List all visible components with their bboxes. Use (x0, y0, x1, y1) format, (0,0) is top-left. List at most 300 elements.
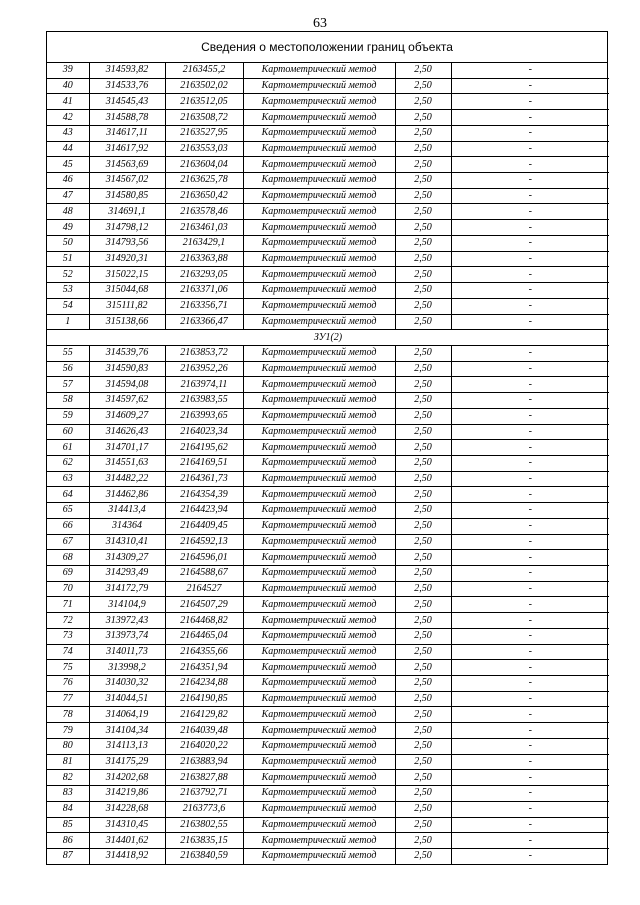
coord-y-cell: 2163527,95 (165, 125, 243, 141)
table-row (47, 628, 609, 644)
method-cell: Картометрический метод (243, 141, 395, 157)
accuracy-cell: 2,50 (395, 550, 451, 566)
point-number-cell: 82 (47, 770, 89, 786)
point-number-cell: 72 (47, 613, 89, 629)
method-cell: Картометрический метод (243, 361, 395, 377)
table-row (47, 393, 609, 409)
point-number-cell: 54 (47, 298, 89, 314)
coord-x-cell: 314418,92 (89, 848, 165, 863)
coord-x-cell: 314617,11 (89, 125, 165, 141)
note-cell: - (451, 220, 609, 236)
table-row (47, 125, 609, 141)
method-cell: Картометрический метод (243, 78, 395, 94)
method-cell: Картометрический метод (243, 393, 395, 409)
point-number-cell: 86 (47, 833, 89, 849)
coord-x-cell: 314202,68 (89, 770, 165, 786)
coord-x-cell: 314030,32 (89, 676, 165, 692)
note-cell: - (451, 628, 609, 644)
accuracy-cell: 2,50 (395, 188, 451, 204)
note-cell: - (451, 408, 609, 424)
accuracy-cell: 2,50 (395, 503, 451, 519)
accuracy-cell: 2,50 (395, 298, 451, 314)
point-number-cell: 49 (47, 220, 89, 236)
note-cell: - (451, 125, 609, 141)
note-cell: - (451, 801, 609, 817)
method-cell: Картометрический метод (243, 691, 395, 707)
note-cell: - (451, 267, 609, 283)
table-row (47, 534, 609, 550)
table-row (47, 188, 609, 204)
point-number-cell: 61 (47, 440, 89, 456)
method-cell: Картометрический метод (243, 440, 395, 456)
coord-x-cell: 314401,62 (89, 833, 165, 849)
point-number-cell: 81 (47, 754, 89, 770)
note-cell: - (451, 235, 609, 251)
note-cell: - (451, 691, 609, 707)
table-row (47, 833, 609, 849)
accuracy-cell: 2,50 (395, 220, 451, 236)
coord-x-cell: 314113,13 (89, 738, 165, 754)
coord-y-cell: 2163650,42 (165, 188, 243, 204)
method-cell: Картометрический метод (243, 487, 395, 503)
method-cell: Картометрический метод (243, 738, 395, 754)
table-row (47, 550, 609, 566)
point-number-cell: 85 (47, 817, 89, 833)
coord-y-cell: 2163553,03 (165, 141, 243, 157)
note-cell: - (451, 471, 609, 487)
point-number-cell: 51 (47, 251, 89, 267)
method-cell: Картометрический метод (243, 345, 395, 361)
point-number-cell: 47 (47, 188, 89, 204)
method-cell: Картометрический метод (243, 298, 395, 314)
table-row (47, 691, 609, 707)
coord-x-cell: 314617,92 (89, 141, 165, 157)
note-cell: - (451, 738, 609, 754)
accuracy-cell: 2,50 (395, 833, 451, 849)
table-row (47, 173, 609, 189)
coord-y-cell: 2163455,2 (165, 63, 243, 78)
accuracy-cell: 2,50 (395, 235, 451, 251)
coord-x-cell: 314609,27 (89, 408, 165, 424)
accuracy-cell: 2,50 (395, 157, 451, 173)
table-row (47, 597, 609, 613)
coord-y-cell: 2163293,05 (165, 267, 243, 283)
coord-x-cell: 314590,83 (89, 361, 165, 377)
table-row (47, 110, 609, 126)
coord-y-cell: 2164020,22 (165, 738, 243, 754)
coord-y-cell: 2163835,15 (165, 833, 243, 849)
point-number-cell: 77 (47, 691, 89, 707)
coord-y-cell: 2163461,03 (165, 220, 243, 236)
table-row (47, 455, 609, 471)
coord-x-cell: 314691,1 (89, 204, 165, 220)
coord-y-cell: 2163792,71 (165, 786, 243, 802)
table-row (47, 707, 609, 723)
coord-x-cell: 315022,15 (89, 267, 165, 283)
coord-x-cell: 314175,29 (89, 754, 165, 770)
note-cell: - (451, 754, 609, 770)
coord-y-cell: 2164023,34 (165, 424, 243, 440)
method-cell: Картометрический метод (243, 801, 395, 817)
note-cell: - (451, 550, 609, 566)
method-cell: Картометрический метод (243, 408, 395, 424)
note-cell: - (451, 314, 609, 330)
coord-x-cell: 314701,17 (89, 440, 165, 456)
note-cell: - (451, 157, 609, 173)
note-cell: - (451, 786, 609, 802)
coord-x-cell: 314588,78 (89, 110, 165, 126)
coord-y-cell: 2163993,65 (165, 408, 243, 424)
point-number-cell: 64 (47, 487, 89, 503)
coord-x-cell: 314597,62 (89, 393, 165, 409)
point-number-cell: 84 (47, 801, 89, 817)
coord-y-cell: 2164527 (165, 581, 243, 597)
table-row (47, 424, 609, 440)
accuracy-cell: 2,50 (395, 518, 451, 534)
note-cell: - (451, 597, 609, 613)
method-cell: Картометрический метод (243, 707, 395, 723)
coord-x-cell: 314364 (89, 518, 165, 534)
accuracy-cell: 2,50 (395, 487, 451, 503)
accuracy-cell: 2,50 (395, 817, 451, 833)
point-number-cell: 41 (47, 94, 89, 110)
note-cell: - (451, 644, 609, 660)
coord-y-cell: 2163883,94 (165, 754, 243, 770)
point-number-cell: 58 (47, 393, 89, 409)
method-cell: Картометрический метод (243, 833, 395, 849)
table-row (47, 377, 609, 393)
coord-y-cell: 2164588,67 (165, 566, 243, 582)
method-cell: Картометрический метод (243, 251, 395, 267)
coord-y-cell: 2164596,01 (165, 550, 243, 566)
method-cell: Картометрический метод (243, 94, 395, 110)
note-cell: - (451, 455, 609, 471)
accuracy-cell: 2,50 (395, 455, 451, 471)
method-cell: Картометрический метод (243, 503, 395, 519)
method-cell: Картометрический метод (243, 110, 395, 126)
table-row (47, 220, 609, 236)
coord-x-cell: 313972,43 (89, 613, 165, 629)
table-row (47, 613, 609, 629)
coord-x-cell: 314539,76 (89, 345, 165, 361)
accuracy-cell: 2,50 (395, 345, 451, 361)
point-number-cell: 39 (47, 63, 89, 78)
coord-x-cell: 314793,56 (89, 235, 165, 251)
point-number-cell: 57 (47, 377, 89, 393)
table-row (47, 660, 609, 676)
method-cell: Картометрический метод (243, 455, 395, 471)
table-row (47, 801, 609, 817)
table-row (47, 566, 609, 582)
coord-y-cell: 2164592,13 (165, 534, 243, 550)
coord-y-cell: 2164423,94 (165, 503, 243, 519)
table-row (47, 471, 609, 487)
accuracy-cell: 2,50 (395, 644, 451, 660)
coord-y-cell: 2163983,55 (165, 393, 243, 409)
accuracy-cell: 2,50 (395, 566, 451, 582)
table-row (47, 848, 609, 863)
coord-y-cell: 2164354,39 (165, 487, 243, 503)
accuracy-cell: 2,50 (395, 613, 451, 629)
coord-x-cell: 314104,34 (89, 723, 165, 739)
accuracy-cell: 2,50 (395, 723, 451, 739)
accuracy-cell: 2,50 (395, 267, 451, 283)
accuracy-cell: 2,50 (395, 78, 451, 94)
accuracy-cell: 2,50 (395, 361, 451, 377)
method-cell: Картометрический метод (243, 377, 395, 393)
coord-x-cell: 314798,12 (89, 220, 165, 236)
coord-x-cell: 313998,2 (89, 660, 165, 676)
accuracy-cell: 2,50 (395, 125, 451, 141)
accuracy-cell: 2,50 (395, 471, 451, 487)
accuracy-cell: 2,50 (395, 141, 451, 157)
point-number-cell: 42 (47, 110, 89, 126)
point-number-cell: 67 (47, 534, 89, 550)
accuracy-cell: 2,50 (395, 786, 451, 802)
table-row (47, 345, 609, 361)
coord-x-cell: 313973,74 (89, 628, 165, 644)
point-number-cell: 1 (47, 314, 89, 330)
coord-x-cell: 314533,76 (89, 78, 165, 94)
table-row (47, 141, 609, 157)
accuracy-cell: 2,50 (395, 251, 451, 267)
coord-x-cell: 314626,43 (89, 424, 165, 440)
coord-y-cell: 2163827,88 (165, 770, 243, 786)
point-number-cell: 60 (47, 424, 89, 440)
note-cell: - (451, 848, 609, 863)
point-number-cell: 66 (47, 518, 89, 534)
method-cell: Картометрический метод (243, 628, 395, 644)
coord-y-cell: 2164507,29 (165, 597, 243, 613)
table-row (47, 283, 609, 299)
coord-x-cell: 314462,86 (89, 487, 165, 503)
accuracy-cell: 2,50 (395, 173, 451, 189)
note-cell: - (451, 63, 609, 78)
table-row (47, 770, 609, 786)
method-cell: Картометрический метод (243, 471, 395, 487)
coord-y-cell: 2164409,45 (165, 518, 243, 534)
point-number-cell: 73 (47, 628, 89, 644)
method-cell: Картометрический метод (243, 125, 395, 141)
table-row (47, 78, 609, 94)
point-number-cell: 68 (47, 550, 89, 566)
accuracy-cell: 2,50 (395, 440, 451, 456)
coord-y-cell: 2164039,48 (165, 723, 243, 739)
coord-y-cell: 2163508,72 (165, 110, 243, 126)
accuracy-cell: 2,50 (395, 408, 451, 424)
coord-y-cell: 2163952,26 (165, 361, 243, 377)
note-cell: - (451, 676, 609, 692)
note-cell: - (451, 345, 609, 361)
point-number-cell: 55 (47, 345, 89, 361)
method-cell: Картометрический метод (243, 424, 395, 440)
accuracy-cell: 2,50 (395, 424, 451, 440)
point-number-cell: 50 (47, 235, 89, 251)
method-cell: Картометрический метод (243, 817, 395, 833)
coord-y-cell: 2164195,62 (165, 440, 243, 456)
note-cell: - (451, 503, 609, 519)
point-number-cell: 80 (47, 738, 89, 754)
accuracy-cell: 2,50 (395, 707, 451, 723)
point-number-cell: 70 (47, 581, 89, 597)
coord-x-cell: 314310,45 (89, 817, 165, 833)
accuracy-cell: 2,50 (395, 314, 451, 330)
method-cell: Картометрический метод (243, 644, 395, 660)
table-row (47, 518, 609, 534)
note-cell: - (451, 110, 609, 126)
note-cell: - (451, 424, 609, 440)
method-cell: Картометрический метод (243, 723, 395, 739)
coord-x-cell: 314219,86 (89, 786, 165, 802)
table-row (47, 408, 609, 424)
table-row (47, 738, 609, 754)
method-cell: Картометрический метод (243, 314, 395, 330)
coord-y-cell: 2163371,06 (165, 283, 243, 299)
table-row (47, 94, 609, 110)
point-number-cell: 79 (47, 723, 89, 739)
note-cell: - (451, 204, 609, 220)
coord-y-cell: 2163802,55 (165, 817, 243, 833)
method-cell: Картометрический метод (243, 754, 395, 770)
point-number-cell: 52 (47, 267, 89, 283)
coord-y-cell: 2164169,51 (165, 455, 243, 471)
table-row (47, 581, 609, 597)
method-cell: Картометрический метод (243, 848, 395, 863)
accuracy-cell: 2,50 (395, 204, 451, 220)
method-cell: Картометрический метод (243, 518, 395, 534)
method-cell: Картометрический метод (243, 786, 395, 802)
coord-y-cell: 2164129,82 (165, 707, 243, 723)
point-number-cell: 45 (47, 157, 89, 173)
point-number-cell: 48 (47, 204, 89, 220)
note-cell: - (451, 188, 609, 204)
coord-x-cell: 314172,79 (89, 581, 165, 597)
method-cell: Картометрический метод (243, 220, 395, 236)
accuracy-cell: 2,50 (395, 691, 451, 707)
point-number-cell: 76 (47, 676, 89, 692)
note-cell: - (451, 613, 609, 629)
note-cell: - (451, 141, 609, 157)
table-row (47, 235, 609, 251)
method-cell: Картометрический метод (243, 660, 395, 676)
table-row (47, 314, 609, 330)
coord-y-cell: 2163356,71 (165, 298, 243, 314)
coord-y-cell: 2164190,85 (165, 691, 243, 707)
accuracy-cell: 2,50 (395, 94, 451, 110)
accuracy-cell: 2,50 (395, 754, 451, 770)
table-row (47, 267, 609, 283)
accuracy-cell: 2,50 (395, 801, 451, 817)
accuracy-cell: 2,50 (395, 597, 451, 613)
point-number-cell: 59 (47, 408, 89, 424)
coord-x-cell: 315044,68 (89, 283, 165, 299)
note-cell: - (451, 251, 609, 267)
subsection-label: ЗУ1(2) (47, 330, 609, 346)
note-cell: - (451, 566, 609, 582)
coord-x-cell: 314293,49 (89, 566, 165, 582)
accuracy-cell: 2,50 (395, 581, 451, 597)
note-cell: - (451, 833, 609, 849)
point-number-cell: 69 (47, 566, 89, 582)
coord-y-cell: 2163625,78 (165, 173, 243, 189)
method-cell: Картометрический метод (243, 581, 395, 597)
accuracy-cell: 2,50 (395, 660, 451, 676)
coord-x-cell: 314310,41 (89, 534, 165, 550)
table-row (47, 440, 609, 456)
accuracy-cell: 2,50 (395, 63, 451, 78)
table-row (47, 676, 609, 692)
table-row (47, 786, 609, 802)
method-cell: Картометрический метод (243, 63, 395, 78)
coord-y-cell: 2163512,05 (165, 94, 243, 110)
table-row (47, 503, 609, 519)
coord-x-cell: 314563,69 (89, 157, 165, 173)
accuracy-cell: 2,50 (395, 848, 451, 863)
method-cell: Картометрический метод (243, 597, 395, 613)
note-cell: - (451, 377, 609, 393)
coord-x-cell: 314044,51 (89, 691, 165, 707)
table-row (47, 644, 609, 660)
coord-x-cell: 315138,66 (89, 314, 165, 330)
coord-y-cell: 2164468,82 (165, 613, 243, 629)
accuracy-cell: 2,50 (395, 110, 451, 126)
coord-y-cell: 2163366,47 (165, 314, 243, 330)
accuracy-cell: 2,50 (395, 738, 451, 754)
coord-x-cell: 314920,31 (89, 251, 165, 267)
coord-x-cell: 314567,02 (89, 173, 165, 189)
table-row (47, 487, 609, 503)
method-cell: Картометрический метод (243, 550, 395, 566)
accuracy-cell: 2,50 (395, 393, 451, 409)
note-cell: - (451, 707, 609, 723)
coord-x-cell: 314593,82 (89, 63, 165, 78)
coord-x-cell: 314551,63 (89, 455, 165, 471)
method-cell: Картометрический метод (243, 188, 395, 204)
coord-y-cell: 2163604,04 (165, 157, 243, 173)
coord-y-cell: 2164465,04 (165, 628, 243, 644)
point-number-cell: 74 (47, 644, 89, 660)
note-cell: - (451, 723, 609, 739)
coord-y-cell: 2163363,88 (165, 251, 243, 267)
method-cell: Картометрический метод (243, 173, 395, 189)
coord-y-cell: 2163773,6 (165, 801, 243, 817)
point-number-cell: 83 (47, 786, 89, 802)
table-row (47, 361, 609, 377)
coord-x-cell: 314064,19 (89, 707, 165, 723)
coord-y-cell: 2164361,73 (165, 471, 243, 487)
coord-x-cell: 314011,73 (89, 644, 165, 660)
coord-x-cell: 314594,08 (89, 377, 165, 393)
note-cell: - (451, 581, 609, 597)
table-row (47, 298, 609, 314)
page-number: 63 (313, 16, 327, 31)
point-number-cell: 62 (47, 455, 89, 471)
coord-x-cell: 314228,68 (89, 801, 165, 817)
coord-x-cell: 314309,27 (89, 550, 165, 566)
point-number-cell: 63 (47, 471, 89, 487)
method-cell: Картометрический метод (243, 770, 395, 786)
point-number-cell: 78 (47, 707, 89, 723)
coord-x-cell: 314580,85 (89, 188, 165, 204)
coord-x-cell: 314413,4 (89, 503, 165, 519)
table-row (47, 754, 609, 770)
section-title: Сведения о местоположении границ объекта (47, 32, 607, 63)
accuracy-cell: 2,50 (395, 534, 451, 550)
coord-y-cell: 2163502,02 (165, 78, 243, 94)
point-number-cell: 65 (47, 503, 89, 519)
note-cell: - (451, 440, 609, 456)
note-cell: - (451, 393, 609, 409)
